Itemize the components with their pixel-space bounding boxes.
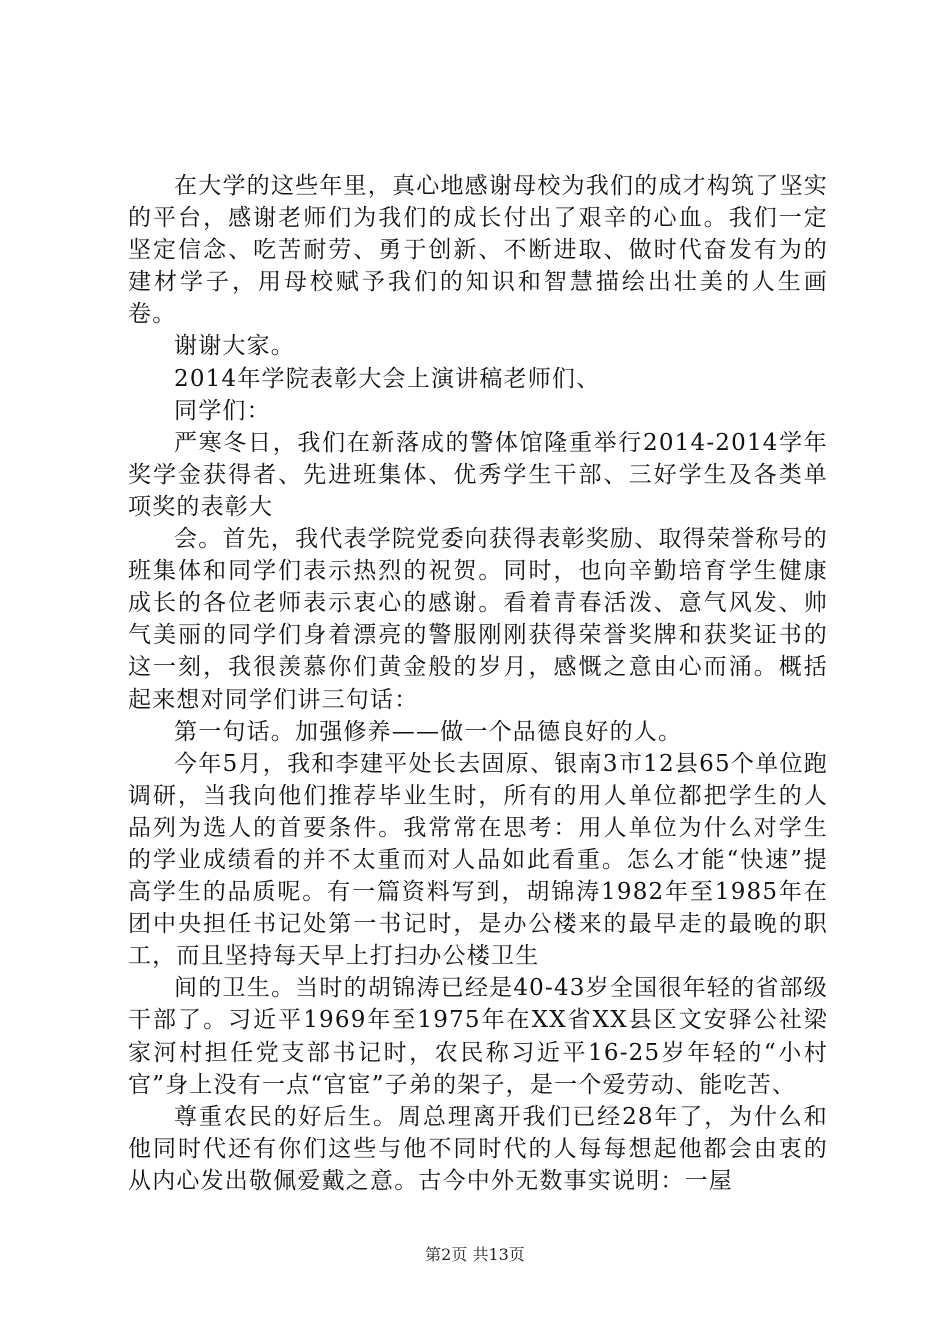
- paragraph: 会。首先，我代表学院党委向获得表彰奖励、取得荣誉称号的班集体和同学们表示热烈的祝贺。同时，也向辛勤培育学生健康成长的各位老师表示衷心的感谢。看着青春活泼、意气风发、帅气美丽的同学们身着漂亮的警服刚刚获得荣誉奖牌和获奖证书的这一刻，我很羡慕你们黄金般的岁月，感慨之意由心而涌。概括起来想对同学们讲三句话：: [128, 526, 828, 713]
- paragraph: 严寒冬日，我们在新落成的警体馆隆重举行2014-2014学年奖学金获得者、先进班集体、优秀学生干部、三好学生及各类单项奖的表彰大: [128, 429, 828, 520]
- paragraph: 在大学的这些年里，真心地感谢母校为我们的成才构筑了坚实的平台，感谢老师们为我们的成长付出了艰辛的心血。我们一定坚定信念、吃苦耐劳、勇于创新、不断进取、做时代奋发有为的建材学子，用母校赋予我们的知识和智慧描绘出壮美的人生画卷。: [128, 173, 828, 328]
- paragraph: 间的卫生。当时的胡锦涛已经是40-43岁全国很年轻的省部级干部了。习近平1969年至1975年在XX省XX县区文安驿公社梁家河村担任党支部书记时，农民称习近平16-25岁年轻的“小村官”身上没有一点“官宦”子弟的架子，是一个爱劳动、能吃苦、: [128, 975, 828, 1098]
- document-body: [128, 170, 828, 1197]
- paragraph: 尊重农民的好后生。周总理离开我们已经28年了，为什么和他同时代还有你们这些与他不同时代的人每每想起他都会由衷的从内心发出敬佩爱戴之意。古今中外无数事实说明：一屋: [128, 1103, 828, 1194]
- paragraph: 同学们：: [174, 397, 271, 424]
- paragraph: 2014年学院表彰大会上演讲稿老师们、: [174, 365, 601, 392]
- paragraph: 谢谢大家。: [174, 333, 295, 360]
- paragraph: 今年5月，我和李建平处长去固原、银南3市12县65个单位跑调研，当我向他们推荐毕业生时，所有的用人单位都把学生的人品列为选人的首要条件。我常常在思考：用人单位为什么对学生的学业成绩看的并不太重而对人品如此看重。怎么才能“快速”提高学生的品质呢。有一篇资料写到，胡锦涛1982年至1985年在团中央担任书记处第一书记时，是办公楼来的最早走的最晚的职工，而且坚持每天早上打扫办公楼卫生: [128, 750, 828, 970]
- page-number-footer: 第2页 共13页: [425, 1245, 525, 1264]
- paragraph: 第一句话。加强修养——做一个品德良好的人。: [174, 718, 683, 745]
